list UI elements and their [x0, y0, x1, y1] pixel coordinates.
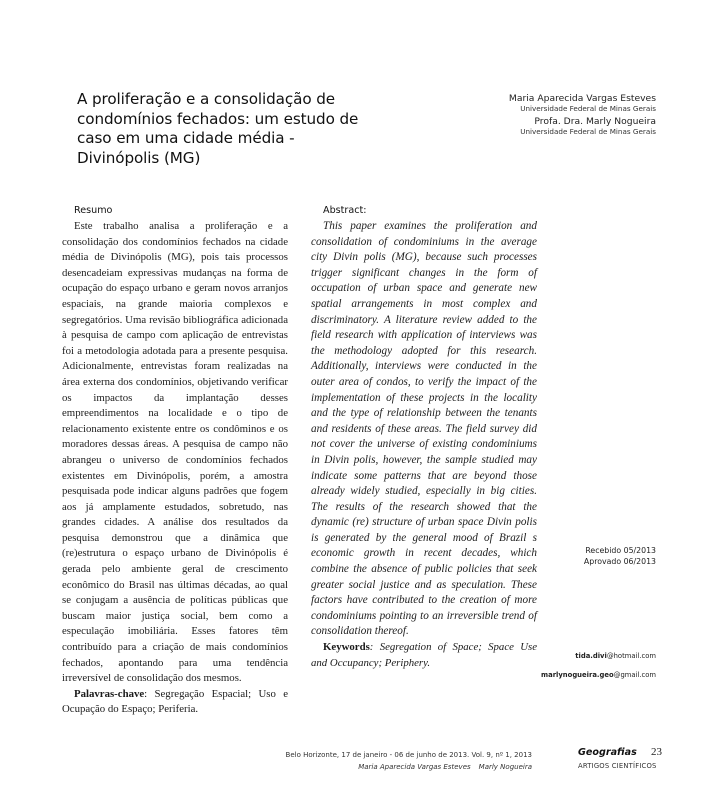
keywords-label: Palavras-chave	[74, 687, 145, 700]
resumo-keywords	[62, 687, 288, 718]
keywords-label: Keywords	[323, 641, 370, 654]
keywords-value: : Segregação Espacial; Uso e Ocupação do Espaço; Periferia.	[62, 687, 288, 716]
author-institution: Universidade Federal de Minas Gerais	[520, 104, 656, 113]
abstract-keywords	[311, 640, 537, 671]
keywords-value: : Segregation of Space; Space Use and Occupancy; Periphery.	[311, 641, 537, 669]
abstract-body: This paper examines the proliferation and consolidation of condominiums in the average city Divin polis (MG), because such processes trigger significant changes in the form of occupation of urban space and generate new spatial arrangements in most complex and discriminatory. A literature review added to the field research with application of interviews was the methodology adopted for this research. Additionally, interviews were conducted in the outer area of condos, to verify the impact of the implementation of these projects in the locality and the type of relationship between the tenants and residents of these areas. The field survey did not cover the universe of existing condominiums in Divin polis, however, the sample studied may indicate some patterns that are beyond those already widely studied, especially in big cities. The results of the research showed that the dynamic (re) structure of urban space Divin polis is generated by the general mood of Brazil s economic growth in recent decades, which combine the absence of public policies that seek greater social justice and as speculation. These factors have contributed to the creation of more condominiums pointing to an irreversible trend of consolidation thereof.	[311, 220, 537, 638]
author-emails	[541, 647, 656, 685]
page-number: 23	[651, 746, 662, 758]
article-title: A proliferação e a consolidação de condomínios fechados: um estudo de caso em uma cidade média - Divinópolis (MG)	[77, 90, 359, 167]
footer-citation-block	[286, 749, 532, 773]
footer-citation: Belo Horizonte, 17 de janeiro - 06 de junho de 2013. Vol. 9, nº 1, 2013	[285, 751, 532, 759]
email-link[interactable]: tida.divi@hotmail.com	[575, 652, 656, 660]
resumo-section	[62, 205, 288, 718]
resumo-body: Este trabalho analisa a proliferação e a consolidação dos condomínios fechados na cidade média de Divinópolis (MG), pois tais processos desencadeiam expressivas mudanças na forma de ocupação do espaço urbano e geram novos arranjos espaciais, na grande maioria complexos e segregatórios. Uma revisão bibliográfica adicionada à pesquisa de campo com aplicação de entrevistas foi a metodologia adotada para a presente pesquisa. Adicionalmente, entrevistas foram realizadas na área externa dos condomínios, objetivando verificar os impactos da implantação desses empreendimentos na localidade e o tipo de relacionamento existente entre os condôminos e os moradores dessas áreas. A pesquisa de campo não abrangeu o universo de condomínios fechados existentes em Divinópolis, porém, a amostra pesquisada pode indicar alguns padrões que fogem aos já amplamente estudados, sobretudo, nas grandes cidades. A análise dos resultados da pesquisa demonstrou que a dinâmica que (re)estrutura o espaço urbano de Divinópolis é gerada pelo ambiente geral de crescimento econômico do Brasil nas últimas décadas, ao qual se conjugam a ausência de políticas públicas que buscam maior justiça social, bem como a especulação imobiliária. Esses fatores têm contribuído para a criação de mais condomínios fechados, apontando para uma tendência irreversível de consolidação dos mesmos.	[62, 220, 288, 685]
submission-dates	[584, 545, 656, 567]
journal-name: Geografias	[578, 747, 637, 758]
abstract-heading: Abstract:	[323, 205, 367, 216]
author-name: Maria Aparecida Vargas Esteves	[508, 93, 656, 104]
approved-date: Aprovado 06/2013	[583, 557, 656, 566]
author-name: Profa. Dra. Marly Nogueira	[534, 116, 656, 127]
resumo-heading: Resumo	[74, 205, 113, 216]
received-date: Recebido 05/2013	[585, 546, 656, 555]
email-link[interactable]: marlynogueira.geo@gmail.com	[541, 671, 656, 679]
abstract-section	[311, 205, 537, 671]
journal-section: ARTIGOS CIENTÍFICOS	[578, 762, 657, 770]
footer-authors: Maria Aparecida Vargas Esteves Marly Nogueira	[358, 763, 532, 771]
author-block	[509, 93, 656, 139]
author-institution: Universidade Federal de Minas Gerais	[520, 127, 656, 136]
